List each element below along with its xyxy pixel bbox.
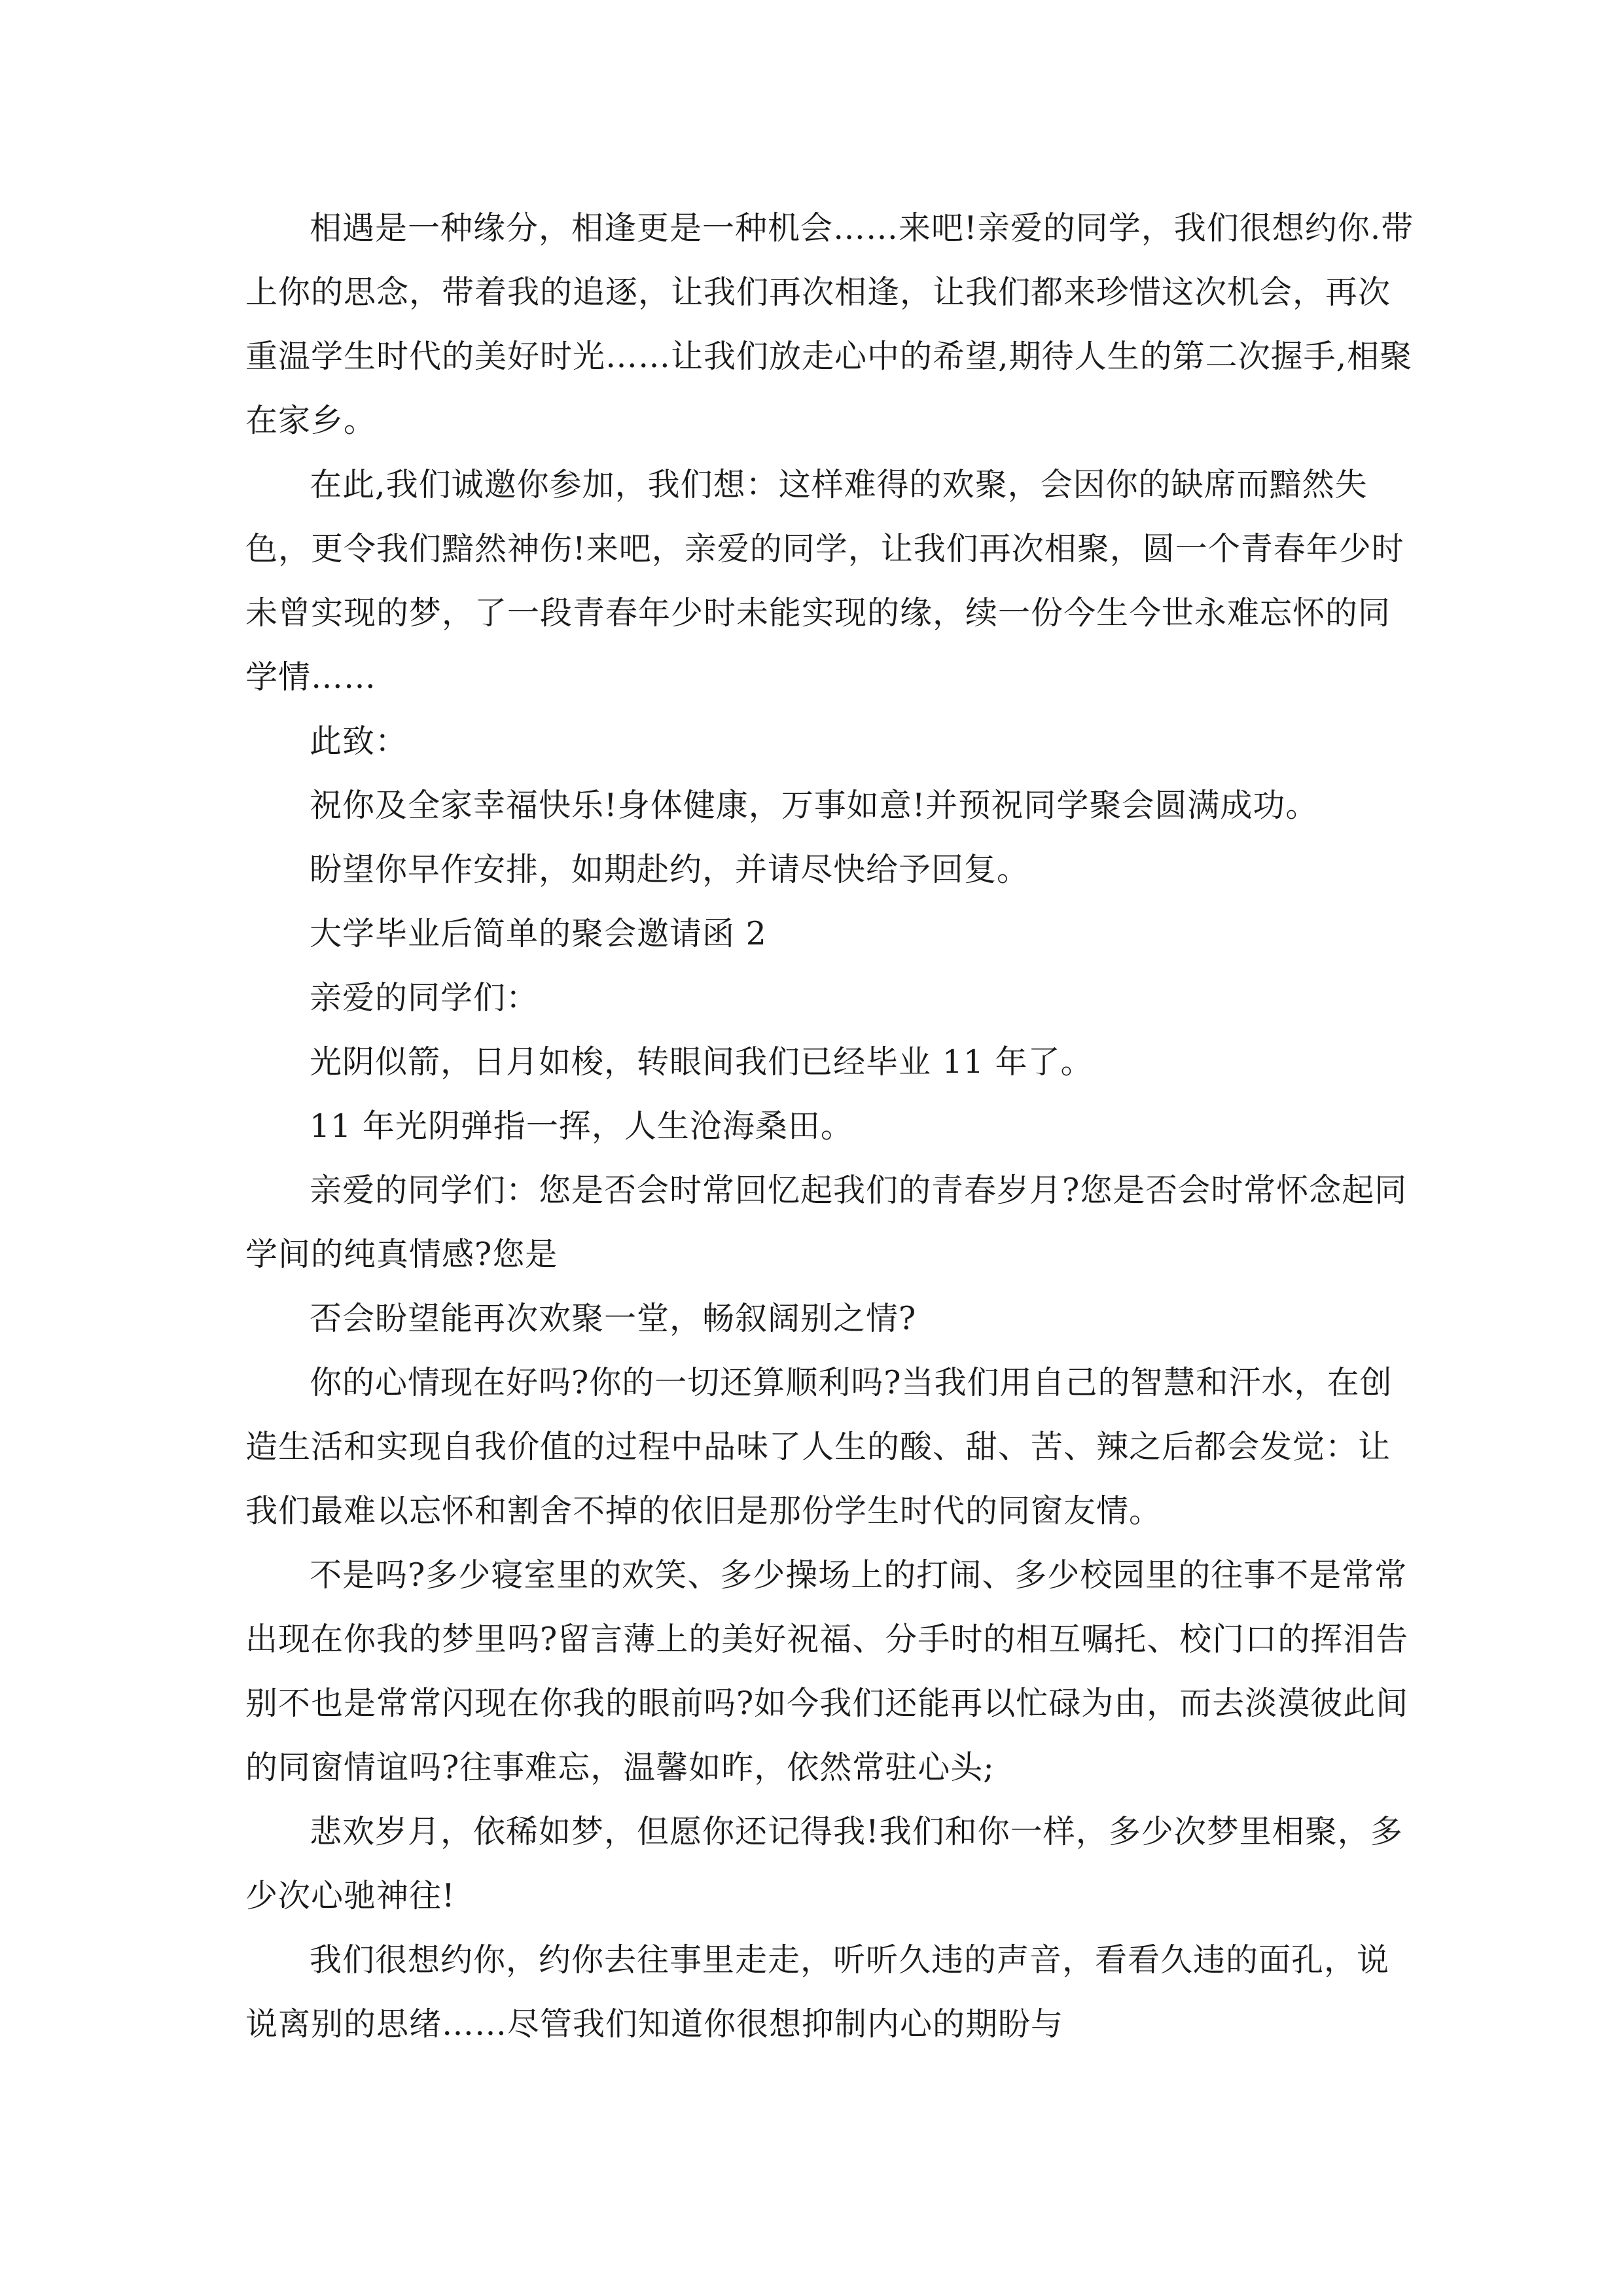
paragraph-memories-question: 亲爱的同学们：您是否会时常回忆起我们的青春岁月?您是否会时常怀念起同学间的纯真情感?您是 [245,1172,1408,1273]
paragraph-reunion-question: 否会盼望能再次欢聚一堂，畅叙阔别之情? [310,1300,917,1337]
paragraph-closing-salutation: 此致： [310,723,408,760]
paragraph-campus-memories: 不是吗?多少寝室里的欢笑、多少操场上的打闹、多少校园里的往事不是常常出现在你我的梦里吗?留言薄上的美好祝福、分手时的相互嘱托、校门口的挥泪告别不也是常常闪现在你我的眼前吗?如今我们还能再以忙碌为由，而去淡漠彼此间的同窗情谊吗?往事难忘，温馨如昨，依然常驻心头; [245,1556,1409,1786]
paragraph-greeting: 亲爱的同学们： [310,979,539,1016]
paragraph-friendship: 你的心情现在好吗?你的一切还算顺利吗?当我们用自己的智慧和汗水，在创造生活和实现自我价值的过程中品味了人生的酸、甜、苦、辣之后都会发觉：让我们最难以忘怀和割舍不掉的依旧是那份学生时代的同窗友情。 [245,1364,1393,1530]
paragraph-reply-request: 盼望你早作安排，如期赴约，并请尽快给予回复。 [310,851,1030,888]
paragraph-invitation-walk: 我们很想约你，约你去往事里走走，听听久违的声音，看看久违的面孔，说说离别的思绪……尽管我们知道你很想抑制内心的期盼与 [245,1941,1390,2043]
paragraph-sincere-invitation: 在此,我们诚邀你参加，我们想：这样难得的欢聚，会因你的缺席而黯然失色，更令我们黯然神伤!来吧，亲爱的同学，让我们再次相聚，圆一个青春年少时未曾实现的梦，了一段青春年少时未能实现的缘，续一份今生今世永难忘怀的同学情…… [245,466,1404,696]
document-body [245,196,1417,2056]
paragraph-time-passed: 光阴似箭，日月如梭，转眼间我们已经毕业 11 年了。 [310,1043,1094,1081]
paragraph-blessing: 祝你及全家幸福快乐!身体健康，万事如意!并预祝同学聚会圆满成功。 [310,787,1319,824]
paragraph-reunion-intro: 相遇是一种缘分，相逢更是一种机会……来吧!亲爱的同学，我们很想约你.带上你的思念，带着我的追逐，让我们再次相逢，让我们都来珍惜这次机会，再次重温学生时代的美好时光……让我们放走心中的希望,期待人生的第二次握手,相聚在家乡。 [245,209,1414,439]
section-heading-invitation-2: 大学毕业后简单的聚会邀请函 2 [310,915,767,952]
paragraph-dreams: 悲欢岁月，依稀如梦，但愿你还记得我!我们和你一样，多少次梦里相聚，多少次心驰神往! [245,1813,1403,1914]
paragraph-eleven-years: 11 年光阴弹指一挥，人生沧海桑田。 [310,1107,853,1145]
